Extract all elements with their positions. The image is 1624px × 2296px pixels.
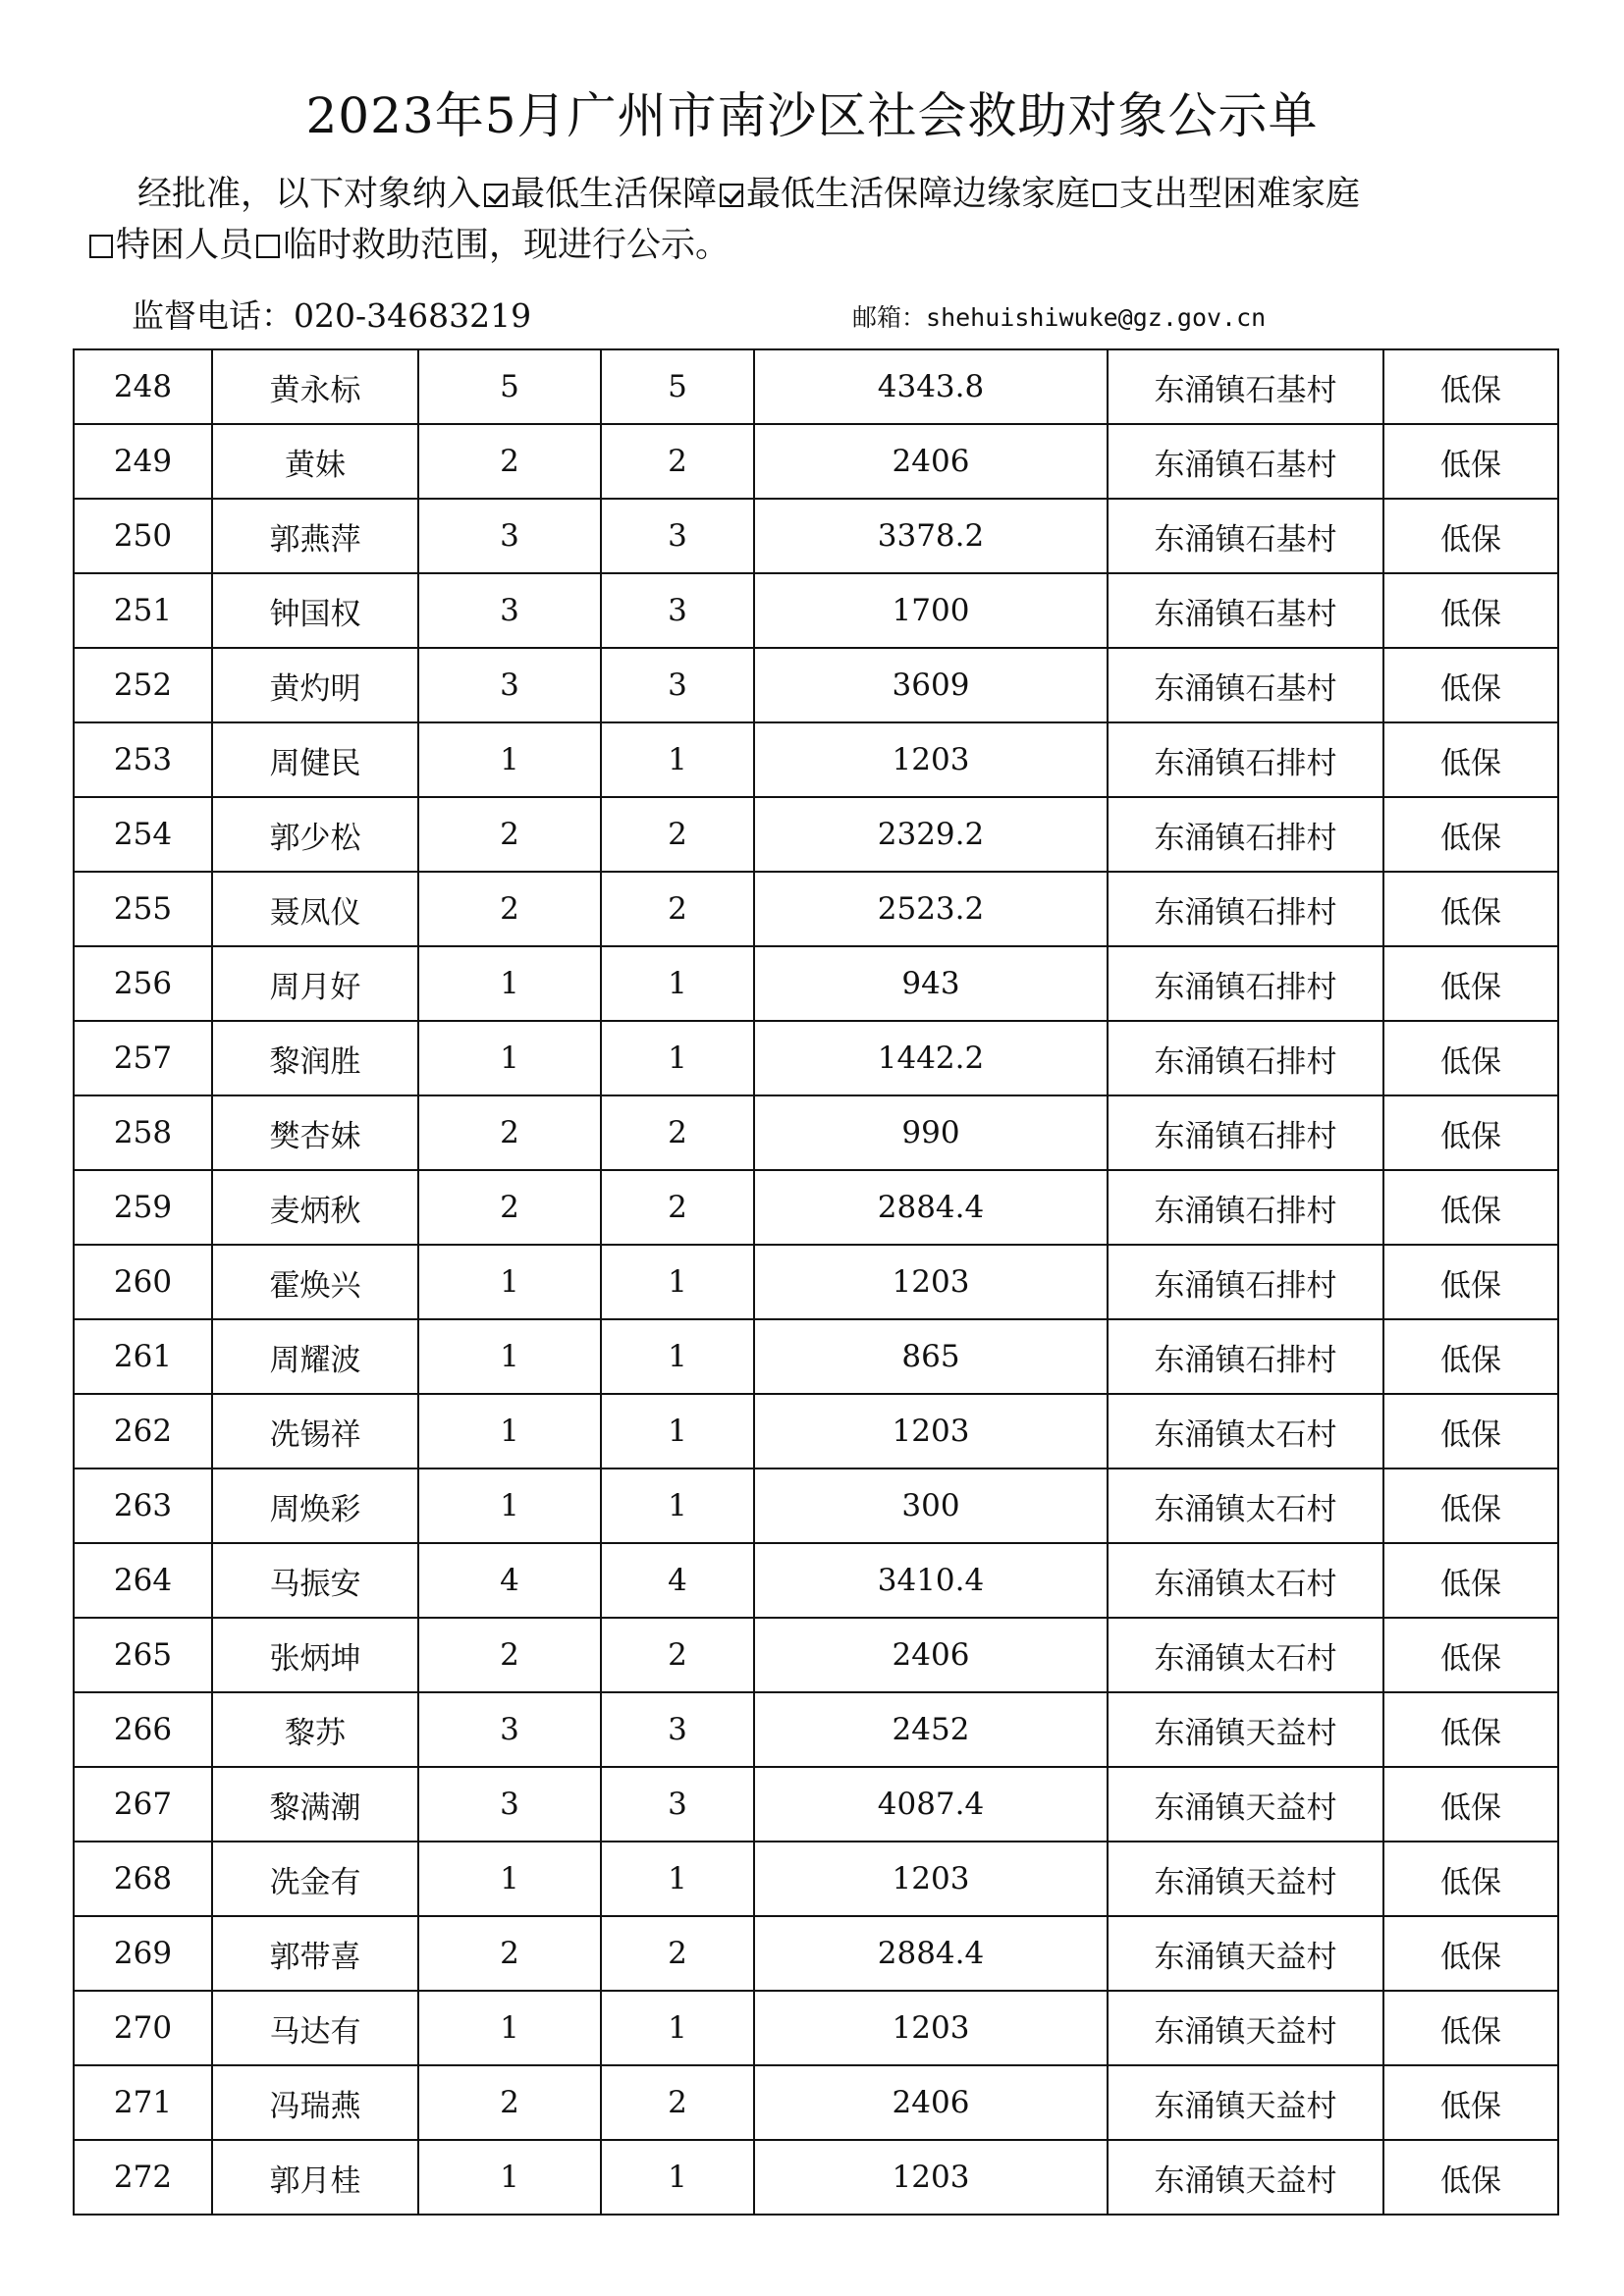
cell-address: 东涌镇石基村 <box>1108 573 1383 648</box>
email-block <box>852 298 1266 334</box>
cell-category: 低保 <box>1383 349 1558 424</box>
cell-category: 低保 <box>1383 424 1558 499</box>
cell-amount: 2406 <box>754 424 1108 499</box>
cell-address: 东涌镇天益村 <box>1108 1767 1383 1842</box>
table-body <box>74 349 1558 2215</box>
cell-household-size: 3 <box>418 573 601 648</box>
cell-name: 黄妹 <box>212 424 418 499</box>
cell-household-size: 1 <box>418 1021 601 1095</box>
table-row <box>74 1021 1558 1095</box>
cell-name: 黎满潮 <box>212 1767 418 1842</box>
cell-household-size: 2 <box>418 424 601 499</box>
table-row <box>74 946 1558 1021</box>
cell-address: 东涌镇天益村 <box>1108 1991 1383 2065</box>
option-label: 临时救助 <box>283 226 421 265</box>
cell-aid-count: 2 <box>601 1170 754 1245</box>
cell-name: 冯瑞燕 <box>212 2065 418 2140</box>
checkbox-icon <box>89 235 113 258</box>
cell-amount: 1203 <box>754 722 1108 797</box>
cell-amount: 943 <box>754 946 1108 1021</box>
cell-seq: 254 <box>74 797 212 872</box>
cell-household-size: 2 <box>418 1170 601 1245</box>
cell-seq: 271 <box>74 2065 212 2140</box>
table-row <box>74 424 1558 499</box>
cell-aid-count: 2 <box>601 2065 754 2140</box>
cell-address: 东涌镇天益村 <box>1108 1842 1383 1916</box>
cell-category: 低保 <box>1383 1245 1558 1319</box>
table-row <box>74 1991 1558 2065</box>
table-row <box>74 1095 1558 1170</box>
table-row <box>74 349 1558 424</box>
cell-address: 东涌镇太石村 <box>1108 1394 1383 1468</box>
cell-address: 东涌镇石排村 <box>1108 946 1383 1021</box>
cell-name: 周健民 <box>212 722 418 797</box>
cell-amount: 990 <box>754 1095 1108 1170</box>
phone-label: 监督电话： <box>132 296 294 335</box>
cell-aid-count: 1 <box>601 1842 754 1916</box>
table-row <box>74 1245 1558 1319</box>
cell-seq: 263 <box>74 1468 212 1543</box>
cell-household-size: 2 <box>418 2065 601 2140</box>
table-row <box>74 1394 1558 1468</box>
cell-household-size: 1 <box>418 2140 601 2215</box>
cell-seq: 257 <box>74 1021 212 1095</box>
cell-seq: 255 <box>74 872 212 946</box>
cell-amount: 2884.4 <box>754 1170 1108 1245</box>
cell-address: 东涌镇太石村 <box>1108 1543 1383 1618</box>
cell-category: 低保 <box>1383 1170 1558 1245</box>
cell-category: 低保 <box>1383 1319 1558 1394</box>
cell-amount: 4087.4 <box>754 1767 1108 1842</box>
cell-amount: 3410.4 <box>754 1543 1108 1618</box>
table-row <box>74 1543 1558 1618</box>
cell-name: 麦炳秋 <box>212 1170 418 1245</box>
cell-category: 低保 <box>1383 573 1558 648</box>
cell-category: 低保 <box>1383 797 1558 872</box>
cell-name: 黎苏 <box>212 1692 418 1767</box>
cell-amount: 2406 <box>754 1618 1108 1692</box>
cell-address: 东涌镇太石村 <box>1108 1468 1383 1543</box>
cell-address: 东涌镇石排村 <box>1108 797 1383 872</box>
cell-category: 低保 <box>1383 1021 1558 1095</box>
cell-aid-count: 1 <box>601 946 754 1021</box>
cell-household-size: 3 <box>418 499 601 573</box>
intro-line-1 <box>86 167 1540 222</box>
cell-amount: 2452 <box>754 1692 1108 1767</box>
cell-name: 樊杏妹 <box>212 1095 418 1170</box>
cell-seq: 266 <box>74 1692 212 1767</box>
cell-amount: 2406 <box>754 2065 1108 2140</box>
phone-number: 020-34683219 <box>294 296 532 335</box>
checkbox-icon <box>256 235 280 258</box>
cell-household-size: 4 <box>418 1543 601 1618</box>
table-row <box>74 1468 1558 1543</box>
cell-aid-count: 3 <box>601 1767 754 1842</box>
cell-address: 东涌镇石基村 <box>1108 648 1383 722</box>
cell-amount: 1203 <box>754 1245 1108 1319</box>
cell-name: 钟国权 <box>212 573 418 648</box>
table-row <box>74 797 1558 872</box>
cell-address: 东涌镇石基村 <box>1108 349 1383 424</box>
cell-aid-count: 4 <box>601 1543 754 1618</box>
cell-name: 聂凤仪 <box>212 872 418 946</box>
cell-address: 东涌镇天益村 <box>1108 2140 1383 2215</box>
cell-name: 张炳坤 <box>212 1618 418 1692</box>
cell-amount: 3378.2 <box>754 499 1108 573</box>
cell-seq: 270 <box>74 1991 212 2065</box>
option-label: 支出型困难家庭 <box>1119 175 1361 214</box>
cell-name: 黄永标 <box>212 349 418 424</box>
cell-aid-count: 3 <box>601 573 754 648</box>
table-row <box>74 1916 1558 1991</box>
cell-category: 低保 <box>1383 499 1558 573</box>
cell-household-size: 1 <box>418 1319 601 1394</box>
cell-name: 郭少松 <box>212 797 418 872</box>
cell-seq: 251 <box>74 573 212 648</box>
cell-category: 低保 <box>1383 1618 1558 1692</box>
cell-category: 低保 <box>1383 1468 1558 1543</box>
email-label: 邮箱： <box>852 303 927 332</box>
intro-suffix: 范围，现进行公示。 <box>420 226 731 265</box>
cell-seq: 256 <box>74 946 212 1021</box>
table-row <box>74 573 1558 648</box>
table-row <box>74 1319 1558 1394</box>
cell-category: 低保 <box>1383 946 1558 1021</box>
cell-seq: 272 <box>74 2140 212 2215</box>
cell-amount: 1203 <box>754 1991 1108 2065</box>
cell-seq: 259 <box>74 1170 212 1245</box>
cell-household-size: 1 <box>418 1991 601 2065</box>
cell-seq: 261 <box>74 1319 212 1394</box>
cell-amount: 1203 <box>754 1842 1108 1916</box>
cell-amount: 2884.4 <box>754 1916 1108 1991</box>
table-row <box>74 1692 1558 1767</box>
table-row <box>74 2140 1558 2215</box>
cell-seq: 250 <box>74 499 212 573</box>
cell-category: 低保 <box>1383 1692 1558 1767</box>
cell-aid-count: 1 <box>601 1991 754 2065</box>
cell-aid-count: 1 <box>601 2140 754 2215</box>
cell-name: 周月好 <box>212 946 418 1021</box>
cell-category: 低保 <box>1383 1842 1558 1916</box>
cell-seq: 249 <box>74 424 212 499</box>
cell-address: 东涌镇天益村 <box>1108 1692 1383 1767</box>
cell-household-size: 1 <box>418 722 601 797</box>
cell-amount: 1442.2 <box>754 1021 1108 1095</box>
cell-aid-count: 2 <box>601 872 754 946</box>
cell-amount: 300 <box>754 1468 1108 1543</box>
cell-household-size: 1 <box>418 1468 601 1543</box>
cell-household-size: 1 <box>418 946 601 1021</box>
cell-aid-count: 2 <box>601 1916 754 1991</box>
cell-category: 低保 <box>1383 1767 1558 1842</box>
cell-seq: 268 <box>74 1842 212 1916</box>
cell-address: 东涌镇太石村 <box>1108 1618 1383 1692</box>
cell-name: 郭燕萍 <box>212 499 418 573</box>
table-row <box>74 2065 1558 2140</box>
cell-seq: 253 <box>74 722 212 797</box>
cell-aid-count: 2 <box>601 1618 754 1692</box>
cell-aid-count: 1 <box>601 1245 754 1319</box>
cell-category: 低保 <box>1383 648 1558 722</box>
cell-aid-count: 1 <box>601 722 754 797</box>
cell-aid-count: 5 <box>601 349 754 424</box>
table-row <box>74 1618 1558 1692</box>
cell-address: 东涌镇天益村 <box>1108 1916 1383 1991</box>
cell-address: 东涌镇石排村 <box>1108 1170 1383 1245</box>
cell-household-size: 1 <box>418 1245 601 1319</box>
cell-address: 东涌镇石排村 <box>1108 722 1383 797</box>
cell-household-size: 2 <box>418 872 601 946</box>
cell-household-size: 2 <box>418 1618 601 1692</box>
cell-amount: 1203 <box>754 2140 1108 2215</box>
table-row <box>74 499 1558 573</box>
option-label: 特困人员 <box>116 226 254 265</box>
cell-amount: 1700 <box>754 573 1108 648</box>
cell-name: 霍焕兴 <box>212 1245 418 1319</box>
recipients-table <box>73 348 1559 2216</box>
page-title: 2023年5月广州市南沙区社会救助对象公示单 <box>305 87 1319 144</box>
option-label: 最低生活保障 <box>511 175 718 214</box>
cell-household-size: 1 <box>418 1842 601 1916</box>
cell-aid-count: 2 <box>601 424 754 499</box>
table-row <box>74 872 1558 946</box>
intro-line-2 <box>86 218 1540 273</box>
cell-seq: 252 <box>74 648 212 722</box>
cell-aid-count: 3 <box>601 1692 754 1767</box>
cell-category: 低保 <box>1383 1394 1558 1468</box>
table-row <box>74 648 1558 722</box>
intro-prefix: 经批准，以下对象纳入 <box>137 175 482 214</box>
cell-name: 马达有 <box>212 1991 418 2065</box>
cell-seq: 248 <box>74 349 212 424</box>
cell-name: 黄灼明 <box>212 648 418 722</box>
cell-seq: 262 <box>74 1394 212 1468</box>
cell-name: 黎润胜 <box>212 1021 418 1095</box>
cell-household-size: 1 <box>418 1394 601 1468</box>
cell-category: 低保 <box>1383 2065 1558 2140</box>
cell-seq: 258 <box>74 1095 212 1170</box>
table-row <box>74 1842 1558 1916</box>
cell-address: 东涌镇石排村 <box>1108 872 1383 946</box>
cell-household-size: 2 <box>418 797 601 872</box>
cell-seq: 260 <box>74 1245 212 1319</box>
cell-aid-count: 1 <box>601 1468 754 1543</box>
cell-address: 东涌镇石基村 <box>1108 499 1383 573</box>
cell-address: 东涌镇石排村 <box>1108 1095 1383 1170</box>
table-row <box>74 1170 1558 1245</box>
cell-household-size: 3 <box>418 1767 601 1842</box>
cell-aid-count: 1 <box>601 1394 754 1468</box>
cell-name: 冼锡祥 <box>212 1394 418 1468</box>
cell-household-size: 5 <box>418 349 601 424</box>
cell-name: 冼金有 <box>212 1842 418 1916</box>
cell-household-size: 3 <box>418 1692 601 1767</box>
cell-name: 周耀波 <box>212 1319 418 1394</box>
cell-category: 低保 <box>1383 722 1558 797</box>
cell-aid-count: 2 <box>601 797 754 872</box>
cell-amount: 1203 <box>754 1394 1108 1468</box>
contact-line <box>132 291 1506 337</box>
cell-aid-count: 1 <box>601 1319 754 1394</box>
cell-aid-count: 2 <box>601 1095 754 1170</box>
checkbox-icon <box>720 184 743 207</box>
cell-name: 周焕彩 <box>212 1468 418 1543</box>
cell-category: 低保 <box>1383 2140 1558 2215</box>
cell-amount: 865 <box>754 1319 1108 1394</box>
cell-aid-count: 1 <box>601 1021 754 1095</box>
cell-category: 低保 <box>1383 1991 1558 2065</box>
cell-seq: 265 <box>74 1618 212 1692</box>
cell-seq: 269 <box>74 1916 212 1991</box>
checkbox-icon <box>1093 184 1116 207</box>
cell-address: 东涌镇石排村 <box>1108 1319 1383 1394</box>
cell-address: 东涌镇石排村 <box>1108 1021 1383 1095</box>
cell-amount: 4343.8 <box>754 349 1108 424</box>
cell-seq: 264 <box>74 1543 212 1618</box>
cell-amount: 2523.2 <box>754 872 1108 946</box>
cell-address: 东涌镇天益村 <box>1108 2065 1383 2140</box>
cell-household-size: 3 <box>418 648 601 722</box>
table-row <box>74 1767 1558 1842</box>
cell-address: 东涌镇石基村 <box>1108 424 1383 499</box>
cell-seq: 267 <box>74 1767 212 1842</box>
cell-category: 低保 <box>1383 1095 1558 1170</box>
cell-household-size: 2 <box>418 1916 601 1991</box>
cell-address: 东涌镇石排村 <box>1108 1245 1383 1319</box>
cell-category: 低保 <box>1383 872 1558 946</box>
cell-household-size: 2 <box>418 1095 601 1170</box>
cell-name: 马振安 <box>212 1543 418 1618</box>
email-address: shehuishiwuke@gz.gov.cn <box>926 303 1267 332</box>
cell-name: 郭带喜 <box>212 1916 418 1991</box>
cell-amount: 2329.2 <box>754 797 1108 872</box>
cell-aid-count: 3 <box>601 648 754 722</box>
cell-name: 郭月桂 <box>212 2140 418 2215</box>
table-row <box>74 722 1558 797</box>
checkbox-icon <box>484 184 508 207</box>
option-label: 最低生活保障边缘家庭 <box>746 175 1091 214</box>
cell-category: 低保 <box>1383 1916 1558 1991</box>
cell-amount: 3609 <box>754 648 1108 722</box>
cell-category: 低保 <box>1383 1543 1558 1618</box>
cell-aid-count: 3 <box>601 499 754 573</box>
